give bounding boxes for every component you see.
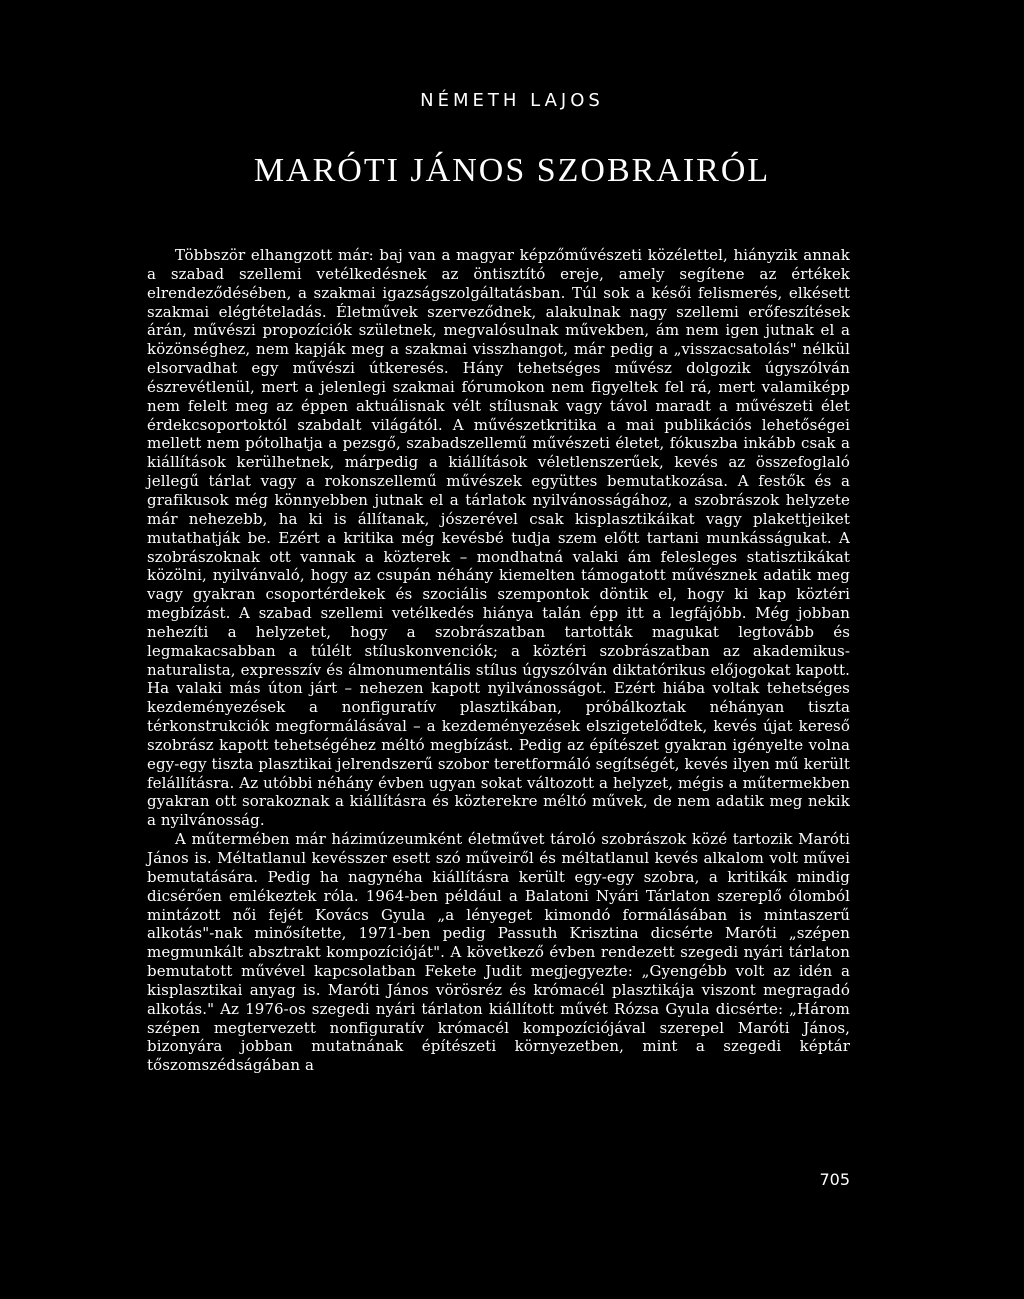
- paragraph: Többször elhangzott már: baj van a magyar képzőművészeti közélettel, hiányzik annak a szabad szellemi vetélkedésnek az öntisztító ereje, amely segítene az értékek elrendeződésében, a szakmai igazságszolgáltatásban. Túl sok a késői felismerés, elkésett szakmai elégtételadás. Életművek szerveződnek, alakulnak nagy szellemi erőfeszítések árán, művészi propozíciók születnek, megvalósulnak művekben, ám nem igen jutnak el a közönséghez, nem kapják meg a szakmai visszhangot, már pedig a „visszacsatolás" nélkül elsorvadhat egy művészi útkeresés. Hány tehetséges művész dolgozik úgyszólván észrevétlenül, mert a jelenlegi szakmai fórumokon nem figyeltek fel rá, mert valamiképp nem felelt meg az éppen aktuálisnak vélt stílusnak vagy távol maradt a művészeti élet érdekcsoportoktól szabdalt világától. A művészetkritika a mai publikációs lehetőségei mellett nem pótolhatja a pezsgő, szabadszellemű művészeti életet, fókuszba inkább csak a kiállítások kerülhetnek, márpedig a kiállítások véletlenszerűek, kevés az összefoglaló jellegű tárlat vagy a rokonszellemű művészek együttes bemutatkozása. A festők és a grafikusok még könnyebben jutnak el a tárlatok nyilvánosságához, a szobrászok helyzete már nehezebb, ha ki is állítanak, jószerével csak kisplasztikáikat vagy plakettjeiket mutathatják be. Ezért a kritika még kevésbé tudja szem előtt tartani munkásságukat. A szobrászoknak ott vannak a közterek – mondhatná valaki ám felesleges statisztikákat közölni, nyilvánvaló, hogy az csupán néhány kiemelten támogatott művésznek adatik meg vagy gyakran csoportérdekek és szociális szempontok döntik el, hogy ki kap köztéri megbízást. A szabad szellemi vetélkedés hiánya talán épp itt a legfájóbb. Még jobban nehezíti a helyzetet, hogy a szobrászatban tartották magukat legtovább és legmakacsabban a túlélt stíluskonvenciók; a köztéri szobrászatban az akademikus-naturalista, expresszív és álmonumentális stílus úgyszólván diktatórikus előjogokat kapott. Ha valaki más úton járt – nehezen kapott nyilvánosságot. Ezért hiába voltak tehetséges kezdeményezések a nonfiguratív plasztikában, próbálkoztak néhányan tiszta térkonstrukciók megformálásával – a kezdeményezések elszigetelődtek, kevés újat kereső szobrász kapott tehetségéhez méltó megbízást. Pedig az építészet gyakran igényelte volna egy-egy tiszta plasztikai jelrendszerű szobor teretformáló segítségét, kevés ilyen mű került felállításra. Az utóbbi néhány évben ugyan sokat változott a helyzet, mégis a műtermekben gyakran ott sorakoznak a kiállításra és közterekre méltó művek, de nem adatik meg nekik a nyilvánosság.: [147, 246, 850, 830]
- author-name: NÉMETH LAJOS: [420, 90, 604, 111]
- paragraph: A műtermében már házimúzeumként életművet tároló szobrászok közé tartozik Maróti János is. Méltatlanul kevésszer esett szó műveiről és méltatlanul kevés alkalom volt művei bemutatására. Pedig ha nagynéha kiállításra került egy-egy szobra, a kritikák mindig dicsérően emlékeztek róla. 1964-ben például a Balatoni Nyári Tárlaton szereplő ólomból mintázott női fejét Kovács Gyula „a lényeget kimondó formálásában is mintaszerű alkotás"-nak minősítette, 1971-ben pedig Passuth Krisztina dicsérte Maróti „szépen megmunkált absztrakt kompozícióját". A következő évben rendezett szegedi nyári tárlaton bemutatott művével kapcsolatban Fekete Judit megjegyezte: „Gyengébb volt az idén a kisplasztikai anyag is. Maróti János vörösréz és krómacél plasztikája viszont megragadó alkotás." Az 1976-os szegedi nyári tárlaton kiállított művét Rózsa Gyula dicsérte: „Három szépen megtervezett nonfiguratív krómacél kompozíciójával szerepel Maróti János, bizonyára jobban mutatnának építészeti környezetben, mint a szegedi képtár tőszomszédságában a: [147, 830, 850, 1075]
- page-number: 705: [819, 1170, 850, 1189]
- article-body: [147, 246, 850, 1075]
- article-title: MARÓTI JÁNOS SZOBRAIRÓL: [253, 152, 771, 189]
